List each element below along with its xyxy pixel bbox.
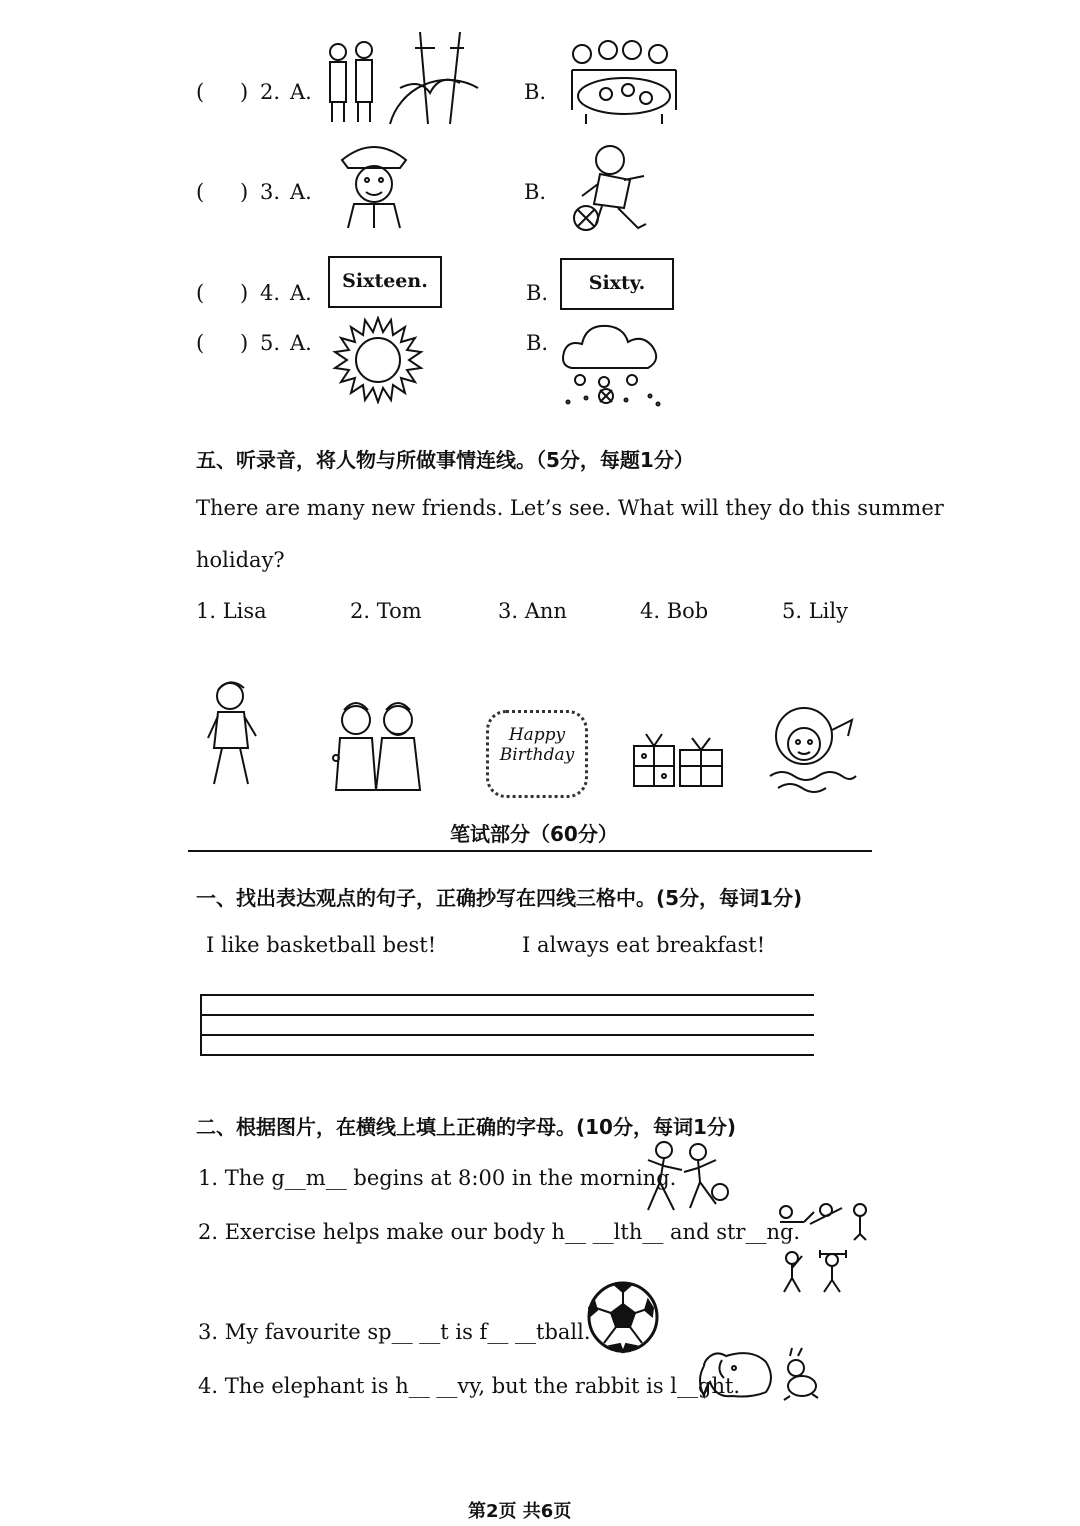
fill-blank-item: 1. The g__m__ begins at 8:00 in the morning. bbox=[198, 1166, 677, 1190]
grid-line-2 bbox=[202, 1014, 814, 1016]
snow-cloud-icon bbox=[558, 318, 668, 408]
fill-blank-item: 4. The elephant is h__ __vy, but the rabbit is l__ght. bbox=[198, 1374, 741, 1398]
paren-close: ) bbox=[240, 331, 249, 355]
person-name: 5. Lily bbox=[782, 599, 848, 623]
grid-line-4 bbox=[202, 1054, 814, 1056]
question-number: 3. bbox=[260, 180, 281, 204]
person-name: 1. Lisa bbox=[196, 599, 267, 623]
boy-walking-icon bbox=[200, 676, 262, 788]
option-a-label: A. bbox=[290, 180, 312, 204]
option-b-label: B. bbox=[526, 331, 549, 355]
paren-open: ( bbox=[196, 331, 205, 355]
police-officer-icon bbox=[334, 138, 414, 230]
kids-exercising-icon bbox=[770, 1200, 874, 1296]
travel-landmarks-icon bbox=[320, 28, 480, 126]
section-5-intro-line-2: holiday? bbox=[196, 548, 285, 572]
section-5-intro-line-1: There are many new friends. Let’s see. What will they do this summer bbox=[196, 496, 944, 520]
paren-open: ( bbox=[196, 180, 205, 204]
section-2-heading: 二、根据图片，在横线上填上正确的字母。(10分，每词1分) bbox=[196, 1115, 737, 1139]
person-name: 4. Bob bbox=[640, 599, 709, 623]
fill-blank-item: 2. Exercise helps make our body h__ __lth__ and str__ng. bbox=[198, 1220, 801, 1244]
paren-open: ( bbox=[196, 281, 205, 305]
option-b-label: B. bbox=[524, 80, 547, 104]
paren-close: ) bbox=[240, 80, 249, 104]
number-word-box-b: Sixty. bbox=[560, 258, 674, 310]
grid-line-1 bbox=[202, 994, 814, 996]
birthday-text-happy: Happy bbox=[508, 725, 566, 745]
question-number: 2. bbox=[260, 80, 281, 104]
football-icon bbox=[586, 1280, 660, 1354]
paren-close: ) bbox=[240, 180, 249, 204]
person-name: 3. Ann bbox=[498, 599, 567, 623]
person-name: 2. Tom bbox=[350, 599, 422, 623]
opinion-sentence-a: I like basketball best! bbox=[206, 933, 437, 957]
question-number: 5. bbox=[260, 331, 281, 355]
number-word-box-a: Sixteen. bbox=[328, 256, 442, 308]
soccer-players-icon bbox=[640, 1140, 732, 1214]
page-number: 第2页 共6页 bbox=[468, 1501, 572, 1522]
written-part-title: 笔试部分（60分） bbox=[450, 822, 618, 846]
section-divider bbox=[188, 850, 872, 852]
question-number: 4. bbox=[260, 281, 281, 305]
section-1-heading: 一、找出表达观点的句子，正确抄写在四线三格中。(5分，每词1分) bbox=[196, 886, 803, 910]
boy-soccer-icon bbox=[570, 140, 666, 236]
family-dinner-icon bbox=[566, 40, 684, 126]
girl-swimming-icon bbox=[768, 700, 858, 796]
paren-open: ( bbox=[196, 80, 205, 104]
option-a-label: A. bbox=[290, 80, 312, 104]
fill-blank-item: 3. My favourite sp__ __t is f__ __tball. bbox=[198, 1320, 591, 1344]
elephant-rabbit-icon bbox=[694, 1346, 820, 1402]
option-b-label: B. bbox=[526, 281, 549, 305]
gift-boxes-icon bbox=[630, 726, 726, 790]
birthday-text-birthday: Birthday bbox=[499, 745, 575, 765]
old-couple-icon bbox=[330, 698, 426, 794]
section-5-heading: 五、听录音，将人物与所做事情连线。（5分，每题1分） bbox=[196, 448, 694, 472]
option-a-label: A. bbox=[290, 281, 312, 305]
option-a-label: A. bbox=[290, 331, 312, 355]
option-b-label: B. bbox=[524, 180, 547, 204]
paren-close: ) bbox=[240, 281, 249, 305]
four-line-writing-grid[interactable] bbox=[200, 994, 814, 1056]
sun-icon bbox=[330, 316, 426, 404]
happy-birthday-icon bbox=[486, 710, 588, 798]
opinion-sentence-b: I always eat breakfast! bbox=[522, 933, 766, 957]
grid-line-3 bbox=[202, 1034, 814, 1036]
